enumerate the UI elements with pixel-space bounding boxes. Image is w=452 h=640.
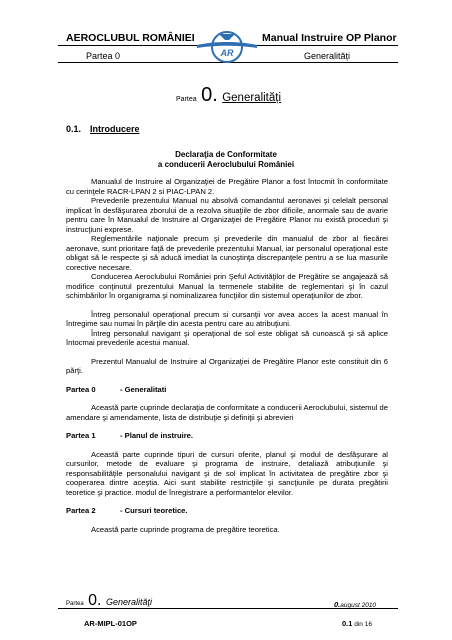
- header-part: Partea 0: [86, 51, 121, 61]
- footer-part-name: Generalităţi: [105, 597, 152, 607]
- aeroclub-logo-icon: [195, 26, 259, 66]
- header-section: Generalități: [304, 51, 351, 61]
- paragraph: Prevederile prezentului Manual nu absolvă comandantul aeronavei şi celelalt personal implicat în desfăşurarea zborului de a rezolva situaţiile de zbor dificile, anormale sau de avarie pentru care în Manualul de Instruire al Organizaţiei de Pregătire Planor nu există proceduri şi instrucţiuni exprese.: [66, 196, 388, 234]
- declaration-title: [66, 150, 386, 170]
- part-label: Partea 2: [66, 506, 96, 515]
- footer-part-number: 0.: [88, 592, 102, 609]
- paragraph: Conducerea Aeroclubului României prin Şeful Activităţilor de Pregătire se angajează să modifice conţinutul prezentului Manual la termenele stabilite de reglementari şi în cazul schimbărilor în organigrama şi nominalizarea funcţiilor din sistemul operaţiunilor de zbor.: [66, 272, 388, 300]
- part-title: - Generalitati: [120, 384, 167, 394]
- section-number: 0.1.: [66, 124, 82, 134]
- declaration-line-1: Declaraţia de Conformitate: [175, 150, 277, 159]
- footer-page-number: [342, 619, 372, 628]
- part-heading-prefix: Partea: [176, 96, 197, 103]
- footer-date-text: august 2010: [340, 602, 377, 609]
- part-1-description: Această parte cuprinde tipuri de cursuri oferite, planul şi modul de desfăşurare al cursurilor, metode de evaluare şi programa de instruire, detaliază atribuţiunile şi responsabilităţile personalului navigant şi de sol implicat în activitatea de pregătire zbor şi cooperarea dintre aceştia. Aici sunt stabilite restricţiile şi sancţiunile pe durata pregătirii teoretice şi practice. modul de înregistrare a performantelor elevilor.: [66, 449, 388, 497]
- part-2-heading: [66, 506, 388, 516]
- footer-page-current: 1: [348, 619, 353, 628]
- part-title: - Cursuri teoretice.: [120, 506, 188, 515]
- part-heading-number: 0.: [201, 84, 218, 106]
- part-title: - Planul de instruire.: [120, 431, 193, 440]
- part-label: Partea 1: [66, 431, 96, 440]
- paragraph: Prezentul Manualul de Instruire al Organizaţiei de Pregătire Planor este constituit din 6 părţi.: [66, 356, 388, 375]
- header-organization: AEROCLUBUL ROMÂNIEI: [66, 32, 195, 44]
- part-1-heading: [66, 431, 388, 441]
- part-0-heading: [66, 385, 388, 395]
- paragraph: Reglementările naţionale precum şi prevederile din manualul de zbor al fiecărei aeronave, sunt prioritare faţă de prevederile prezentului Manual, iar personalul operaţional este obligat să le respecte şi să aducă imediat la cunoştinţa discrepanţele pentru a se lua masurile corective necesare.: [66, 234, 388, 272]
- footer-page-total: din 16: [352, 621, 372, 628]
- part-2-description: Această parte cuprinde programa de pregătire teoretica.: [91, 524, 280, 534]
- declaration-line-2: a conducerii Aeroclubului României: [157, 160, 295, 169]
- part-heading: [176, 84, 281, 107]
- section-title: Introducere: [90, 124, 140, 134]
- footer-date-num: 0.: [334, 600, 341, 609]
- body-text: [66, 177, 388, 534]
- part-heading-name: Generalități: [222, 92, 282, 104]
- footer-document-code: AR-MIPL-01OP: [84, 619, 137, 628]
- header-manual-title: Manual Instruire OP Planor: [262, 32, 397, 44]
- part-label: Partea 0: [66, 384, 96, 394]
- paragraph: Întreg personalul operaţional precum si cursanţii vor avea acces la acest manual în întregime sau numai în părţile din acesta pentru care au atribuţiuni.: [66, 309, 388, 328]
- logo-text: AR: [220, 48, 234, 58]
- footer-divider: [58, 608, 398, 609]
- footer-page-prefix: 0.: [342, 619, 349, 628]
- part-0-description: Această parte cuprinde declaraţia de conformitate a conducerii Aeroclubului, sistemul de amendare şi amendamente, lista de distribuţie şi definiţii şi abrevieri: [66, 403, 388, 422]
- footer-part-prefix: Partea: [66, 601, 84, 607]
- paragraph: Manualul de Instruire al Organizaţiei de Pregătire Planor a fost întocmit în conformitate cu cerinţele RACR-LPAN 2 si PIAC-LPAN 2.: [66, 177, 388, 196]
- paragraph: Întreg personalul navigant şi operaţional de sol este obligat să cunoască şi să aplice întocmai prevederile acestui manual.: [66, 328, 388, 347]
